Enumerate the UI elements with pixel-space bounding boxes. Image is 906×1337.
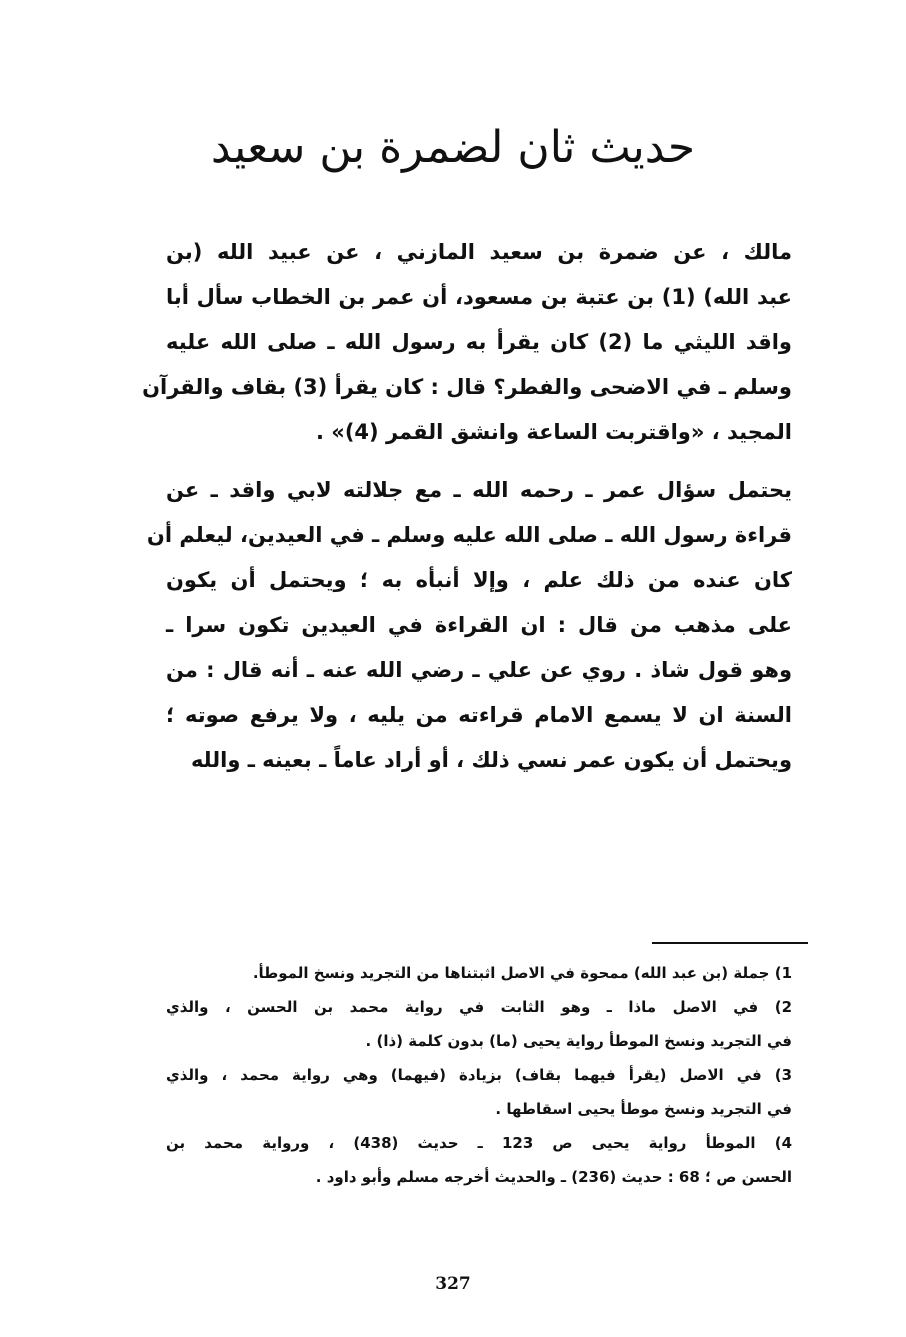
text-line: يحتمل سؤال عمر ـ رحمه الله ـ مع جلالته لابي واقد ـ عن [166, 478, 792, 502]
text-line: عبد الله) (1) بن عتبة بن مسعود، أن عمر بن الخطاب سأل أبا [166, 285, 792, 309]
footnote-1 [166, 956, 792, 990]
footnote-line: الحسن ص ؛ 68 : حديث (236) ـ والحديث أخرجه مسلم وأبو داود . [315, 1168, 792, 1186]
text-line: على مذهب من قال : ان القراءة في العيدين تكون سرا ـ [166, 613, 792, 637]
footnote-line: 2) في الاصل ماذا ـ وهو الثابت في رواية محمد بن الحسن ، والذي [166, 998, 792, 1016]
text-line: المجيد ، «واقتربت الساعة وانشق القمر (4)» . [315, 420, 792, 444]
text-line: قراءة رسول الله ـ صلى الله عليه وسلم ـ في العيدين، ليعلم أن [146, 523, 792, 547]
footnote-line: في التجريد ونسخ موطأ يحيى اسقاطها . [495, 1100, 792, 1118]
footnote-divider [652, 942, 808, 944]
paragraph-1 [142, 230, 792, 455]
paragraph-2 [146, 468, 792, 783]
text-line: كان عنده من ذلك علم ، وإلا أنبأه به ؛ ويحتمل أن يكون [166, 568, 792, 592]
footnote-3 [166, 1058, 792, 1126]
footnote-line: 1) جملة (بن عبد الله) ممحوة في الاصل اثبتناها من التجريد ونسخ الموطأ. [252, 964, 792, 982]
footnote-4 [166, 1126, 792, 1194]
text-line: واقد الليثي ما (2) كان يقرأ به رسول الله ـ صلى الله عليه [166, 330, 792, 354]
text-line: ويحتمل أن يكون عمر نسي ذلك ، أو أراد عاماً ـ بعينه ـ والله [190, 748, 792, 772]
text-line: وهو قول شاذ . روي عن علي ـ رضي الله عنه ـ أنه قال : من [166, 658, 792, 682]
text-line: السنة ان لا يسمع الامام قراءته من يليه ، ولا يرفع صوته ؛ [166, 703, 792, 727]
footnote-line: في التجريد ونسخ الموطأ رواية يحيى (ما) بدون كلمة (ذا) . [365, 1032, 792, 1050]
page-title: حديث ثان لضمرة بن سعيد [210, 122, 696, 173]
footnote-2 [166, 990, 792, 1058]
footnote-line: 4) الموطأ رواية يحيى ص 123 ـ حديث (438) ، ورواية محمد بن [166, 1134, 793, 1152]
footnote-line: 3) في الاصل (يقرأ فيهما بقاف) بزيادة (فيهما) وهي رواية محمد ، والذي [166, 1066, 792, 1084]
page-number: 327 [435, 1274, 471, 1294]
text-line: مالك ، عن ضمرة بن سعيد المازني ، عن عبيد الله (بن [166, 240, 792, 264]
text-line: وسلم ـ في الاضحى والفطر؟ قال : كان يقرأ (3) بقاف والقرآن [142, 375, 792, 399]
footnotes [166, 956, 792, 1194]
